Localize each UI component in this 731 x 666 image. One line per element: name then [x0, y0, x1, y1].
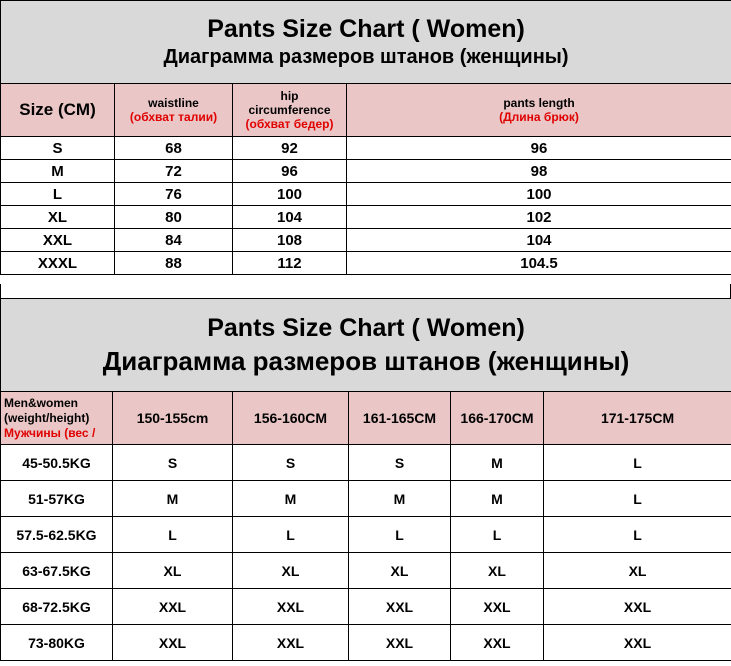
header-size: Size (CM) — [1, 84, 115, 137]
size-cell: S — [113, 445, 233, 481]
size-cell: M — [233, 481, 349, 517]
size-cell: XXL — [349, 589, 451, 625]
header-height: 171-175CM — [544, 392, 731, 445]
header-row — [1, 392, 731, 445]
weight-cell: 63-67.5KG — [1, 553, 113, 589]
table-row — [1, 517, 731, 553]
size-cell: XXL — [233, 589, 349, 625]
size-cell: XL — [451, 553, 544, 589]
size-cell: S — [233, 445, 349, 481]
header-height: 156-160CM — [233, 392, 349, 445]
table-row — [1, 252, 731, 275]
weight-cell: 73-80KG — [1, 625, 113, 661]
size-cell: M — [451, 481, 544, 517]
size-cell: L — [451, 517, 544, 553]
size-cell: XL — [233, 553, 349, 589]
table-row — [1, 481, 731, 517]
size-cell: M — [1, 160, 115, 183]
weight-cell: 68-72.5KG — [1, 589, 113, 625]
size-cell: XXL — [113, 589, 233, 625]
header-hip: hip circumference (обхват бедер) — [233, 84, 347, 137]
size-cell: L — [113, 517, 233, 553]
size-cell: XXL — [233, 625, 349, 661]
hip-cell: 92 — [233, 137, 347, 160]
size-cell: XXL — [451, 625, 544, 661]
size-cell: XXL — [349, 625, 451, 661]
header-row — [1, 84, 731, 137]
size-cell: L — [544, 445, 731, 481]
waist-cell: 80 — [115, 206, 233, 229]
size-cell: L — [544, 517, 731, 553]
table-row — [1, 445, 731, 481]
size-cell: XXL — [544, 625, 731, 661]
waist-cell: 84 — [115, 229, 233, 252]
size-cell: XXL — [1, 229, 115, 252]
weight-cell: 57.5-62.5KG — [1, 517, 113, 553]
table-row — [1, 137, 731, 160]
hip-cell: 108 — [233, 229, 347, 252]
header-pants-length: pants length (Длина брюк) — [347, 84, 731, 137]
size-cell: L — [544, 481, 731, 517]
length-cell: 104.5 — [347, 252, 731, 275]
table-spacer — [0, 284, 731, 298]
hip-cell: 100 — [233, 183, 347, 206]
length-cell: 100 — [347, 183, 731, 206]
size-cell: XXL — [544, 589, 731, 625]
size-cell: XXXL — [1, 252, 115, 275]
size-cell: L — [1, 183, 115, 206]
size-cell: S — [349, 445, 451, 481]
waist-cell: 72 — [115, 160, 233, 183]
table-row — [1, 160, 731, 183]
table-row — [1, 183, 731, 206]
size-cell: XL — [544, 553, 731, 589]
header-height: 166-170CM — [451, 392, 544, 445]
table-row — [1, 206, 731, 229]
length-cell: 98 — [347, 160, 731, 183]
weight-cell: 45-50.5KG — [1, 445, 113, 481]
header-waistline: waistline (обхват талии) — [115, 84, 233, 137]
height-weight-table — [0, 298, 731, 661]
table-row — [1, 553, 731, 589]
header-height: 150-155cm — [113, 392, 233, 445]
weight-cell: 51-57KG — [1, 481, 113, 517]
size-cell: XXL — [451, 589, 544, 625]
size-cell: L — [233, 517, 349, 553]
size-cell: XXL — [113, 625, 233, 661]
table-row — [1, 229, 731, 252]
size-cell: S — [1, 137, 115, 160]
size-cell: XL — [113, 553, 233, 589]
waist-cell: 76 — [115, 183, 233, 206]
size-cell: XL — [349, 553, 451, 589]
waist-cell: 68 — [115, 137, 233, 160]
table-row — [1, 625, 731, 661]
measurement-table-title — [1, 1, 731, 84]
table-row — [1, 589, 731, 625]
length-cell: 96 — [347, 137, 731, 160]
waist-cell: 88 — [115, 252, 233, 275]
size-cell: M — [349, 481, 451, 517]
size-cell: M — [451, 445, 544, 481]
measurement-table — [0, 0, 731, 275]
size-cell: L — [349, 517, 451, 553]
length-cell: 104 — [347, 229, 731, 252]
title-english: Pants Size Chart ( Women) — [207, 314, 525, 342]
hip-cell: 104 — [233, 206, 347, 229]
hip-cell: 96 — [233, 160, 347, 183]
size-cell: M — [113, 481, 233, 517]
size-cell: XL — [1, 206, 115, 229]
length-cell: 102 — [347, 206, 731, 229]
title-english: Pants Size Chart ( Women) — [207, 15, 525, 43]
height-weight-table-title — [1, 299, 731, 392]
title-russian: Диаграмма размеров штанов (женщины) — [163, 46, 569, 68]
hip-cell: 112 — [233, 252, 347, 275]
header-weight-height: Men&women (weight/height) Мужчины (вес / — [1, 392, 113, 445]
title-russian: Диаграмма размеров штанов (женщины) — [102, 346, 630, 376]
header-height: 161-165CM — [349, 392, 451, 445]
